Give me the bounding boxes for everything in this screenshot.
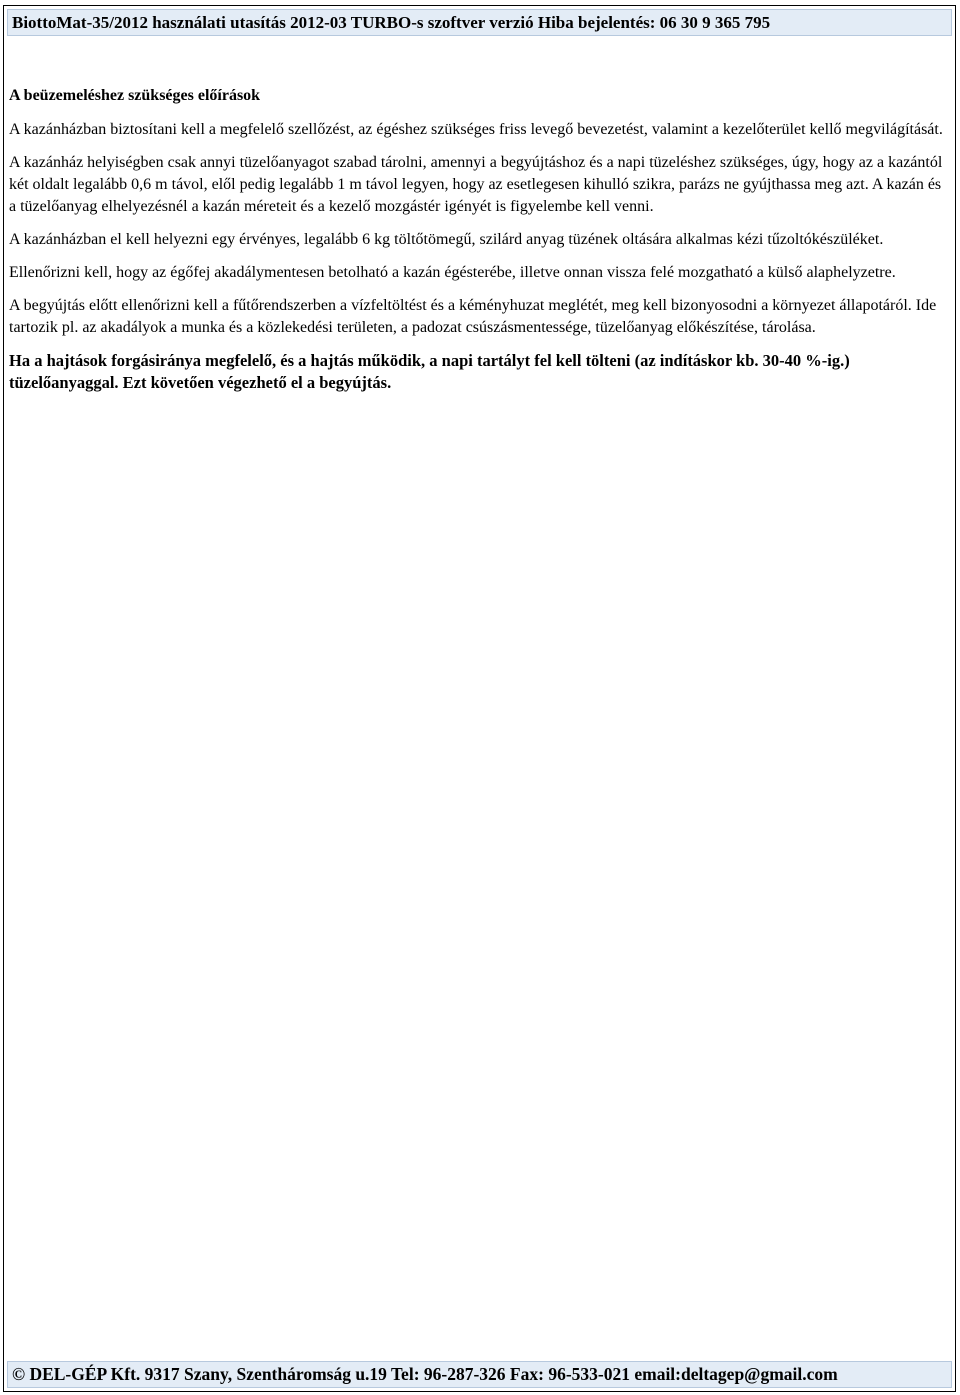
section-heading: A beüzemeléshez szükséges előírások xyxy=(9,87,261,104)
document-body xyxy=(9,85,947,405)
paragraph-fill-tank: Ha a hajtások forgásiránya megfelelő, és a hajtás működik, a napi tartályt fel kell tölteni (az indításkor kb. 30-40 %-ig.) tüzelőanyaggal. Ezt követően végezhető el a begyújtás. xyxy=(9,351,850,392)
paragraph-ventilation: A kazánházban biztosítani kell a megfelelő szellőzést, az égéshez szükséges friss levegő bevezetést, valamint a kezelőterület kellő megvilágítását. xyxy=(9,121,943,138)
paragraph-extinguisher: A kazánházban el kell helyezni egy érvényes, legalább 6 kg töltőtömegű, szilárd anyag tüzének oltására alkalmas kézi tűzoltókészüléket. xyxy=(9,231,884,248)
paragraph-fuel-storage: A kazánház helyiségben csak annyi tüzelőanyagot szabad tárolni, amennyi a begyújtáshoz és a napi tüzeléshez szükséges, úgy, hogy az a kazántól két oldalt legalább 0,6 m távol, elől pedig legalább 1 m távol legyen, hogy az esetlegesen kihulló szikra, parázs ne gyújthassa meg azt. A kazán és a tüzelőanyag elhelyezésnél a kazán méreteit és a kezelő mozgástér igényét is figyelembe kell venni. xyxy=(9,154,943,215)
page-header: BiottoMat-35/2012 használati utasítás 2012-03 TURBO-s szoftver verzió Hiba bejelentés: 06 30 9 365 795 xyxy=(7,9,952,36)
document-page xyxy=(3,5,956,1392)
paragraph-ignition-check: A begyújtás előtt ellenőrizni kell a fűtőrendszerben a vízfeltöltést és a kéményhuzat meglétét, meg kell bizonyosodni a környezet állapotáról. Ide tartozik pl. az akadályok a munka és a közlekedési területen, a padozat csúszásmentessége, tüzelőanyag előkészítése, tárolása. xyxy=(9,297,937,336)
paragraph-burner-check: Ellenőrizni kell, hogy az égőfej akadálymentesen betolható a kazán égésterébe, illetve onnan vissza felé mozgatható a külső alaphelyzetre. xyxy=(9,264,896,281)
page-footer: © DEL-GÉP Kft. 9317 Szany, Szentháromság u.19 Tel: 96-287-326 Fax: 96-533-021 email:deltagep@gmail.com xyxy=(7,1361,952,1388)
